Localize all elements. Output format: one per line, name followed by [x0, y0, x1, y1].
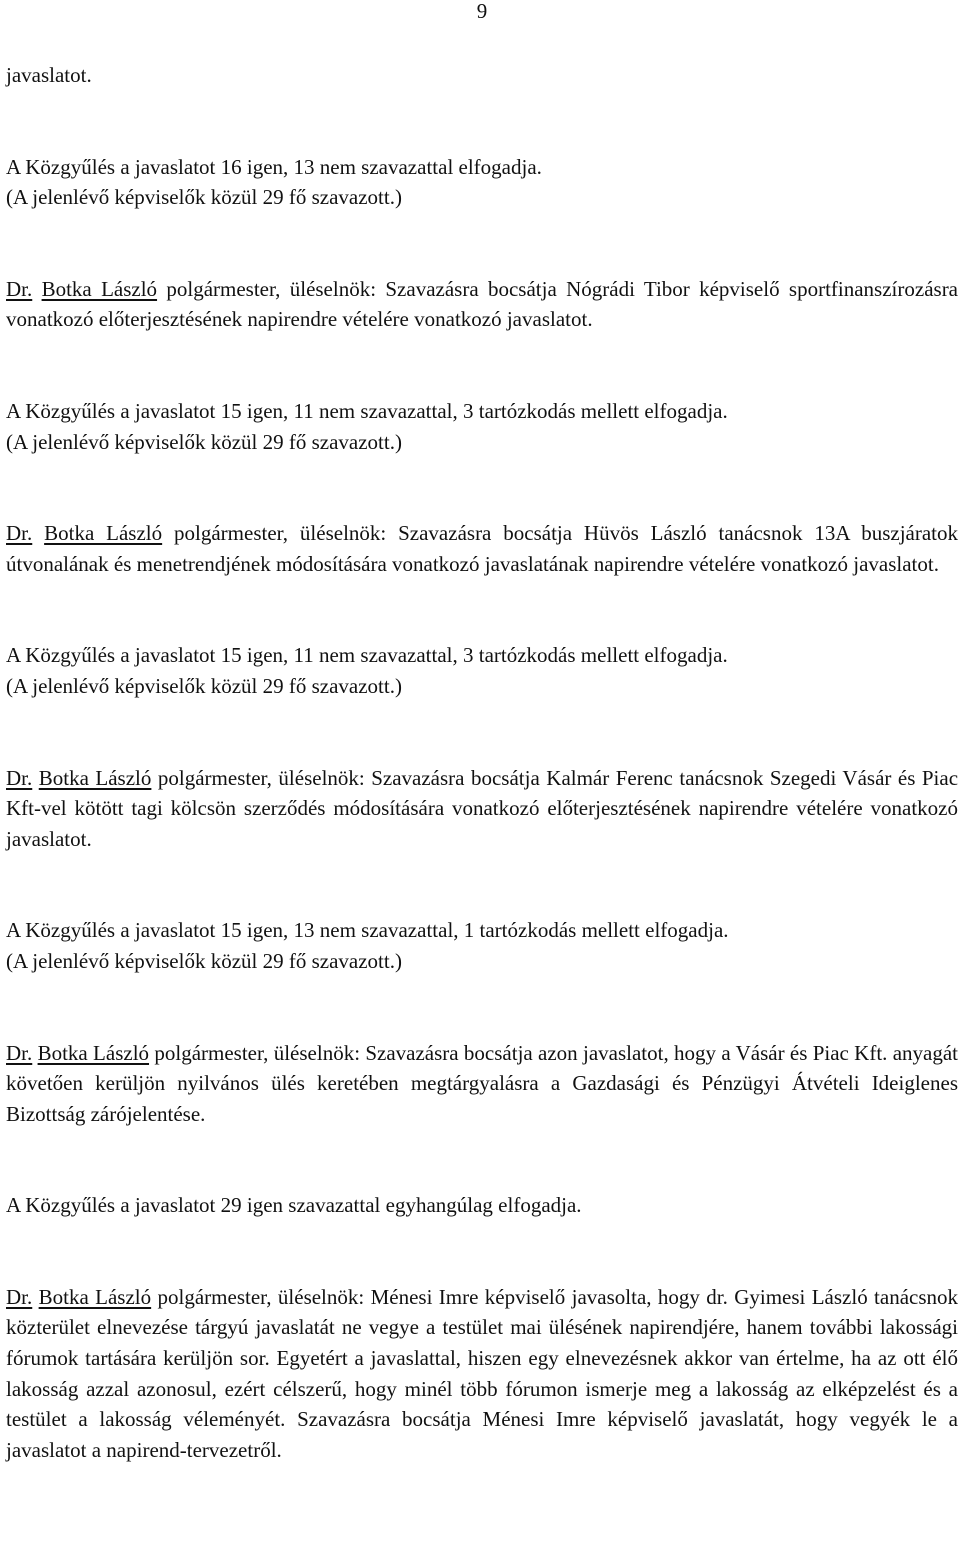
vote-result-text: A Közgyűlés a javaslatot 15 igen, 11 nem szavazattal, 3 tartózkodás mellett elfogadja.: [6, 398, 728, 423]
vote-attendance-text: (A jelenlévő képviselők közül 29 fő szavazott.): [6, 185, 402, 210]
speaker-title: Dr.: [6, 1040, 33, 1065]
agenda-item-1: [6, 274, 958, 335]
agenda-item-text: polgármester, üléselnök: Szavazásra bocsátja Kalmár Ferenc tanácsnok Szegedi Vásár és Piac Kft-vel kötött tagi kölcsön szerződés módosítására vonatkozó előterjesztésének napirendre vételére vonatkozó javaslatot.: [6, 765, 959, 851]
vote-result-text: A Közgyűlés a javaslatot 15 igen, 11 nem szavazattal, 3 tartózkodás mellett elfogadja.: [6, 643, 728, 668]
agenda-item-2: [6, 518, 958, 579]
vote-result-3: [6, 640, 958, 701]
vote-attendance-text: (A jelenlévő képviselők közül 29 fő szavazott.): [6, 429, 402, 454]
paragraph-gap: [6, 854, 958, 915]
agenda-item-text: polgármester, üléselnök: Szavazásra bocsátja azon javaslatot, hogy a Vásár és Piac Kft. anyagát követően kerüljön nyilvános ülés keretében megtárgyalásra a Gazdasági és Pénzügyi Átvételi Ideiglenes Bizottság zárójelentése.: [6, 1040, 959, 1126]
vote-result-2: [6, 396, 958, 457]
speaker-name: Botka László: [38, 765, 152, 790]
speaker-name: Botka László: [41, 276, 158, 301]
speaker-title: Dr.: [6, 276, 33, 301]
vote-result-text: A Közgyűlés a javaslatot 15 igen, 13 nem szavazattal, 1 tartózkodás mellett elfogadja.: [6, 918, 729, 943]
agenda-item-text: polgármester, üléselnök: Szavazásra bocsátja Hüvös László tanácsnok 13A buszjáratok útvonalának és menetrendjének módosítására vonatkozó javaslatának napirendre vételére vonatkozó javaslatot.: [6, 521, 959, 576]
vote-result-text: A Közgyűlés a javaslatot 29 igen szavazattal egyhangúlag elfogadja.: [6, 1193, 582, 1218]
speaker-title: Dr.: [6, 765, 33, 790]
speaker-name: Botka László: [38, 1284, 152, 1309]
vote-attendance-text: (A jelenlévő képviselők közül 29 fő szavazott.): [6, 673, 402, 698]
paragraph-gap: [6, 457, 958, 518]
vote-result-5: [6, 1190, 958, 1221]
speaker-name: Botka László: [44, 521, 163, 546]
agenda-item-text: polgármester, üléselnök: Ménesi Imre képviselő javasolta, hogy dr. Gyimesi László tanácsnok közterület elnevezése tárgyú javaslatát ne vegye a testület mai ülésének napirendjére, hanem további lakossági fórumok tartására kerüljön sor. Egyetért a javaslattal, hiszen egy elnevezésnek akkor van értelme, ha az ott élő lakosság azzal azonosul, ezért célszerű, hogy minél több fórumon ismerje meg a lakosság az elképzelést és a testület a lakosság véleményét. Szavazásra bocsátja Ménesi Imre képviselő javaslatát, hogy vegyék le a javaslatot a napirend-tervezetről.: [6, 1284, 959, 1462]
document-body: [6, 60, 958, 1465]
paragraph-gap: [6, 1129, 958, 1190]
page-number: 9: [476, 0, 488, 23]
agenda-item-5: [6, 1282, 958, 1466]
paragraph-gap: [6, 335, 958, 396]
paragraph-gap: [6, 1221, 958, 1282]
speaker-name: Botka László: [37, 1040, 150, 1065]
paragraph-gap: [6, 213, 958, 274]
paragraph-gap: [6, 702, 958, 763]
top-fragment: javaslatot.: [6, 63, 92, 87]
speaker-title: Dr.: [6, 521, 33, 546]
agenda-item-4: [6, 1038, 958, 1130]
agenda-item-3: [6, 763, 958, 855]
vote-result-1: [6, 152, 958, 213]
vote-result-text: A Közgyűlés a javaslatot 16 igen, 13 nem szavazattal elfogadja.: [6, 154, 542, 179]
agenda-item-text: polgármester, üléselnök: Szavazásra bocsátja Nógrádi Tibor képviselő sportfinanszírozásra vonatkozó előterjesztésének napirendre vételére vonatkozó javaslatot.: [6, 276, 959, 332]
vote-attendance-text: (A jelenlévő képviselők közül 29 fő szavazott.): [6, 948, 402, 973]
paragraph-gap: [6, 579, 958, 640]
paragraph-gap: [6, 91, 958, 152]
speaker-title: Dr.: [6, 1284, 33, 1309]
paragraph-gap: [6, 977, 958, 1038]
vote-result-4: [6, 915, 958, 976]
